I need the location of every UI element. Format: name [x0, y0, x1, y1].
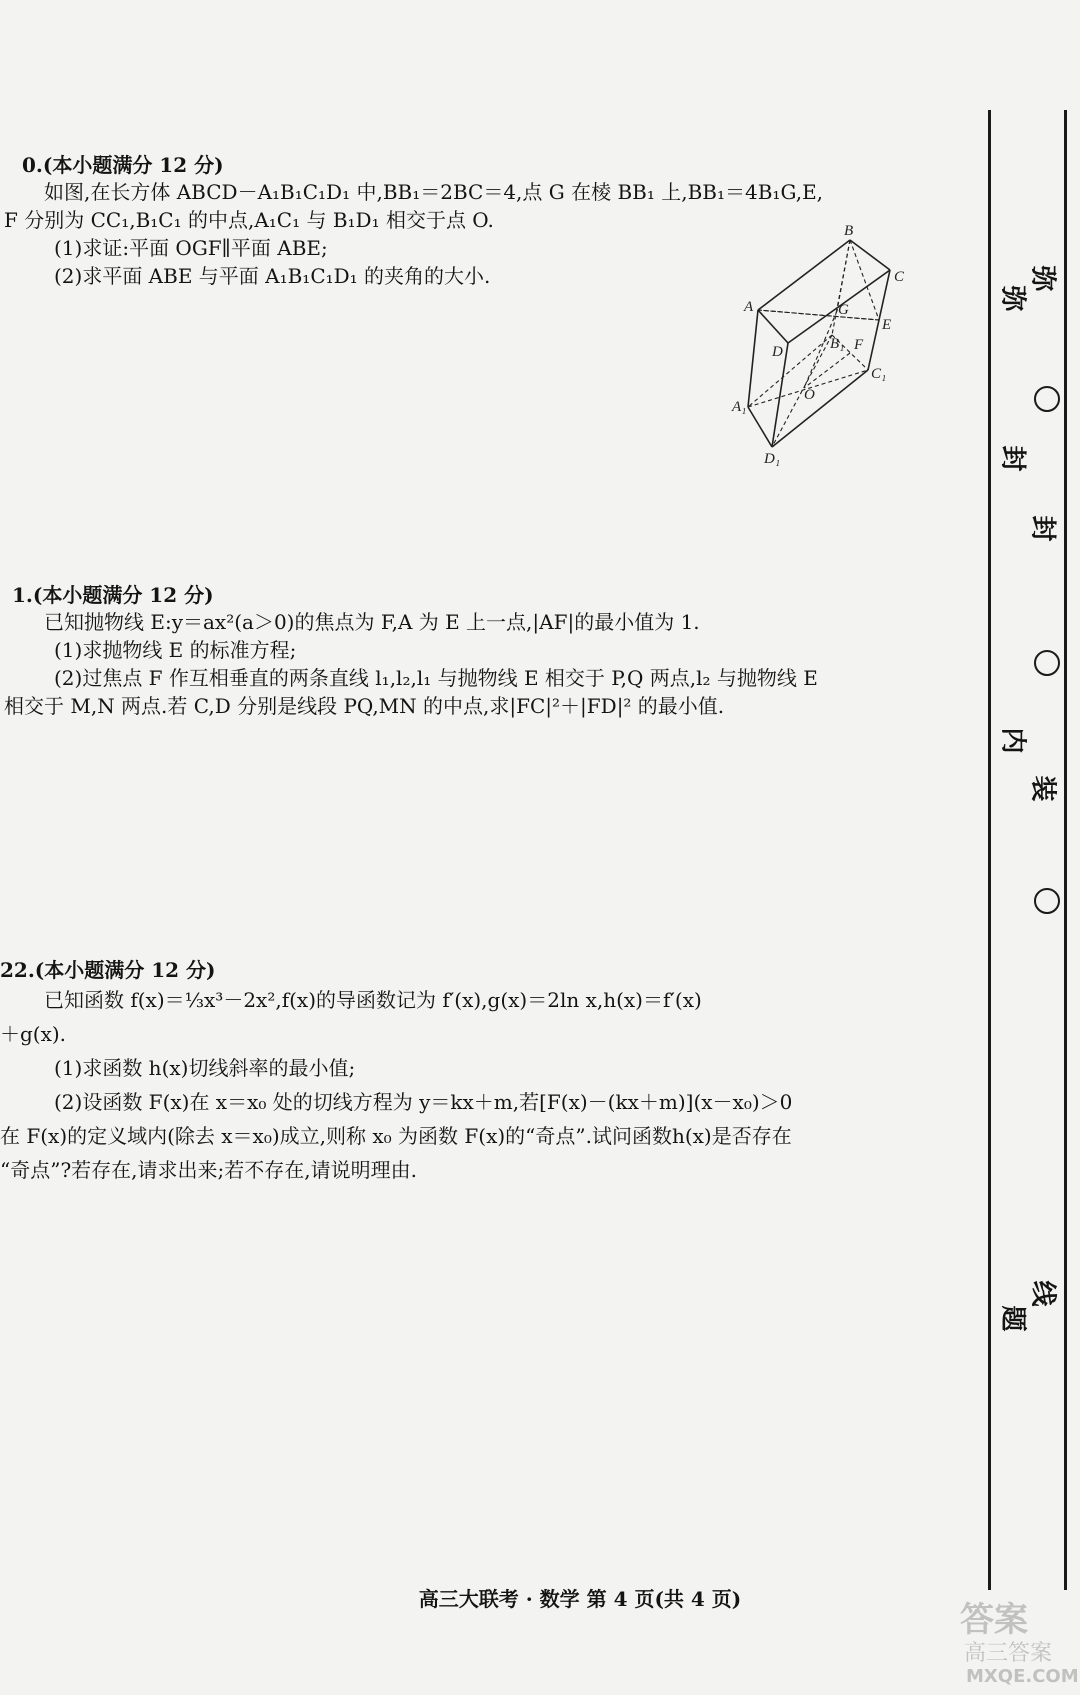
- question-22-line: 已知函数 f(x)＝⅓x³－2x²,f(x)的导函数记为 f′(x),g(x)＝2ln x,h(x)＝f′(x): [44, 988, 702, 1012]
- question-22-line: ＋g(x).: [0, 1022, 67, 1046]
- point-f-label: F: [854, 337, 864, 353]
- question-20-title: 0.(本小题满分 12 分): [22, 153, 224, 177]
- point-e-label: E: [882, 317, 892, 333]
- vertex-a-label: A: [744, 299, 754, 315]
- question-21-part-2: (2)过焦点 F 作互相垂直的两条直线 l₁,l₂,l₁ 与抛物线 E 相交于 P,Q 两点,l₂ 与抛物线 E: [54, 666, 818, 690]
- margin-char: 线: [1027, 1280, 1058, 1307]
- question-22: [0, 957, 975, 1187]
- point-o-label: O: [804, 387, 815, 403]
- vertex-b1-label: B₁: [830, 336, 845, 352]
- point-g-label: G: [838, 302, 849, 318]
- margin-rule-inner: [988, 110, 991, 1590]
- margin-circle-icon: [1034, 888, 1060, 914]
- binding-margin: [988, 110, 1080, 1590]
- watermark-bottom-text: 高三答案: [964, 1641, 1053, 1666]
- question-21: [0, 582, 975, 720]
- cuboid-diagram: [732, 223, 970, 500]
- question-22-title: 22.(本小题满分 12 分): [0, 958, 216, 982]
- margin-circle-icon: [1034, 386, 1060, 412]
- margin-char: 封: [997, 445, 1028, 472]
- question-20-line: 如图,在长方体 ABCD－A₁B₁C₁D₁ 中,BB₁＝2BC＝4,点 G 在棱 BB₁ 上,BB₁＝4B₁G,E,: [44, 180, 824, 204]
- cuboid-figure: [732, 223, 970, 500]
- vertex-a1-label: A₁: [732, 399, 747, 415]
- margin-rule-outer: [1064, 110, 1067, 1590]
- footer-text: 高三大联考 · 数学 第 4 页(共 4 页): [418, 1587, 742, 1611]
- watermark-logo: [930, 1592, 1080, 1695]
- margin-char: 题: [997, 1305, 1028, 1332]
- question-20-part-2: (2)求平面 ABE 与平面 A₁B₁C₁D₁ 的夹角的大小.: [54, 264, 491, 288]
- question-21-line: 已知抛物线 E:y＝ax²(a＞0)的焦点为 F,A 为 E 上一点,|AF|的最小值为 1.: [44, 610, 700, 634]
- question-22-line: “奇点”?若存在,请求出来;若不存在,请说明理由.: [0, 1158, 417, 1182]
- vertex-b-label: B: [844, 223, 854, 239]
- question-22-part-2: (2)设函数 F(x)在 x＝x₀ 处的切线方程为 y＝kx＋m,若[F(x)－(kx＋m)](x－x₀)＞0: [54, 1090, 793, 1114]
- margin-char: 弥: [1027, 265, 1058, 292]
- margin-circle-icon: [1034, 650, 1060, 676]
- vertex-c1-label: C₁: [871, 366, 887, 382]
- watermark-top-text: 答案: [960, 1600, 1028, 1640]
- margin-char: 内: [997, 727, 1028, 754]
- watermark-site-text: MXQE.COM: [966, 1666, 1079, 1687]
- margin-char: 封: [1027, 515, 1058, 542]
- vertex-d1-label: D₁: [764, 451, 781, 467]
- vertex-c-label: C: [894, 269, 905, 285]
- question-22-part-1: (1)求函数 h(x)切线斜率的最小值;: [54, 1056, 356, 1080]
- question-21-line: 相交于 M,N 两点.若 C,D 分别是线段 PQ,MN 的中点,求|FC|²＋|FD|² 的最小值.: [4, 694, 725, 718]
- margin-char: 弥: [997, 285, 1028, 312]
- question-21-part-1: (1)求抛物线 E 的标准方程;: [54, 638, 297, 662]
- question-22-line: 在 F(x)的定义域内(除去 x＝x₀)成立,则称 x₀ 为函数 F(x)的“奇点”.试问函数h(x)是否存在: [0, 1124, 792, 1148]
- page-footer: [0, 1583, 1080, 1612]
- vertex-d-label: D: [772, 344, 783, 360]
- question-20-part-1: (1)求证:平面 OGF∥平面 ABE;: [54, 236, 328, 260]
- question-20-line: F 分别为 CC₁,B₁C₁ 的中点,A₁C₁ 与 B₁D₁ 相交于点 O.: [4, 208, 494, 232]
- margin-char: 装: [1027, 775, 1058, 802]
- question-21-title: 1.(本小题满分 12 分): [12, 583, 214, 607]
